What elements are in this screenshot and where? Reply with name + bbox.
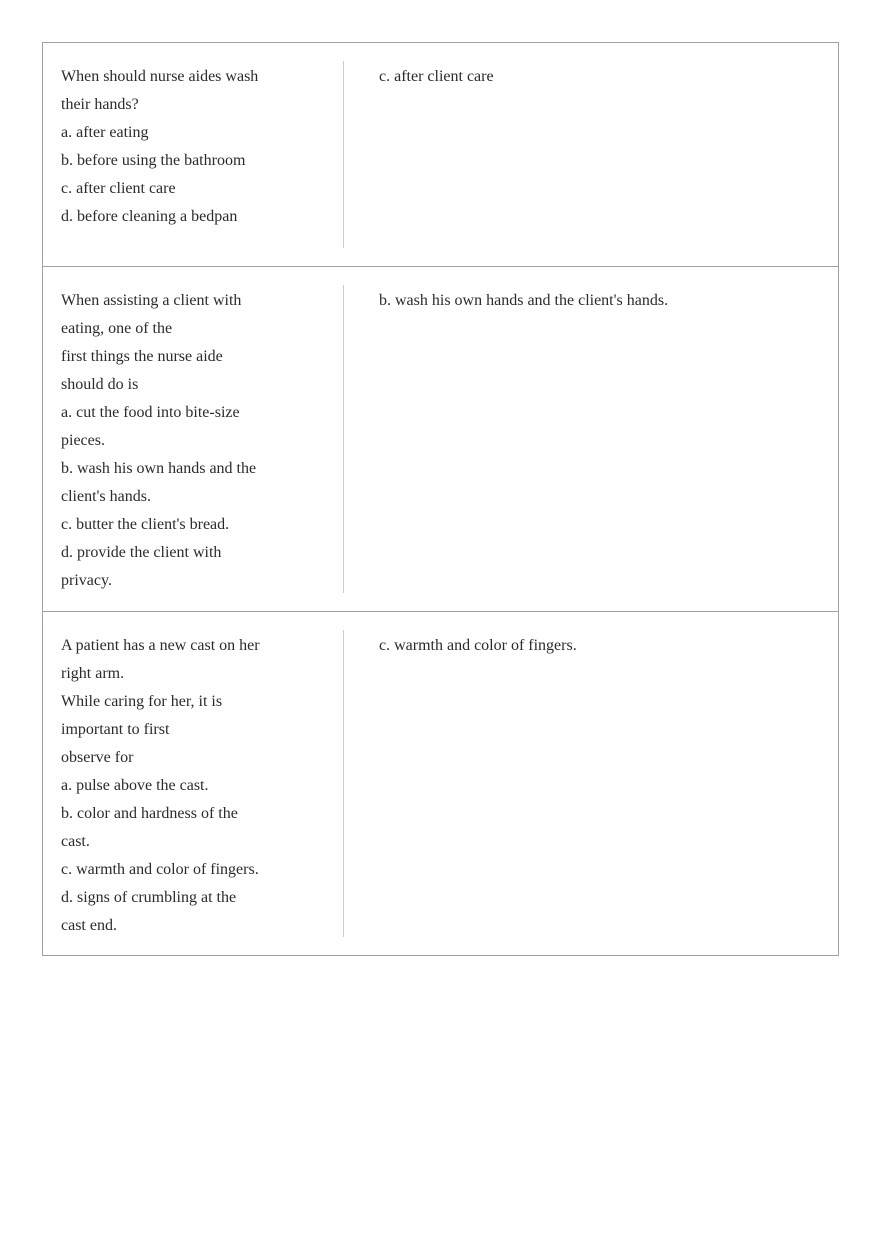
flashcard-2-question — [43, 267, 343, 611]
question-option: b. color and hardness of the — [61, 805, 238, 822]
question-line: eating, one of the — [61, 320, 173, 337]
question-option: c. warmth and color of fingers. — [61, 861, 259, 878]
question-line: When assisting a client with — [61, 292, 242, 309]
column-divider — [343, 285, 344, 593]
question-option: a. pulse above the cast. — [61, 777, 209, 794]
question-line: important to first — [61, 721, 170, 738]
flashcard-1 — [43, 43, 838, 266]
flashcard-2 — [43, 266, 838, 611]
question-option: d. provide the client with — [61, 544, 222, 561]
question-option: d. before cleaning a bedpan — [61, 208, 238, 225]
flashcard-3-answer: c. warmth and color of fingers. — [379, 637, 577, 654]
question-option: b. wash his own hands and the — [61, 460, 257, 477]
question-line: While caring for her, it is — [61, 693, 223, 710]
question-line: right arm. — [61, 665, 125, 682]
flashcard-3 — [43, 611, 838, 955]
flashcard-table — [42, 42, 839, 956]
question-line: observe for — [61, 749, 134, 766]
question-line: their hands? — [61, 96, 139, 113]
question-option: c. after client care — [61, 180, 176, 197]
question-option: pieces. — [61, 432, 105, 449]
question-option: b. before using the bathroom — [61, 152, 246, 169]
question-line: first things the nurse aide — [61, 348, 223, 365]
column-divider — [343, 61, 344, 248]
flashcard-1-question — [43, 43, 343, 266]
flashcard-1-answer: c. after client care — [379, 68, 494, 85]
flashcard-3-question — [43, 612, 343, 955]
question-option: cast end. — [61, 917, 117, 934]
question-option: privacy. — [61, 572, 112, 589]
question-option: d. signs of crumbling at the — [61, 889, 237, 906]
question-option: a. cut the food into bite-size — [61, 404, 240, 421]
question-option: cast. — [61, 833, 90, 850]
question-line: A patient has a new cast on her — [61, 637, 260, 654]
flashcard-2-answer: b. wash his own hands and the client's hands. — [379, 292, 669, 309]
question-line: should do is — [61, 376, 139, 393]
question-option: client's hands. — [61, 488, 151, 505]
column-divider — [343, 630, 344, 937]
question-option: a. after eating — [61, 124, 149, 141]
question-option: c. butter the client's bread. — [61, 516, 230, 533]
question-line: When should nurse aides wash — [61, 68, 259, 85]
